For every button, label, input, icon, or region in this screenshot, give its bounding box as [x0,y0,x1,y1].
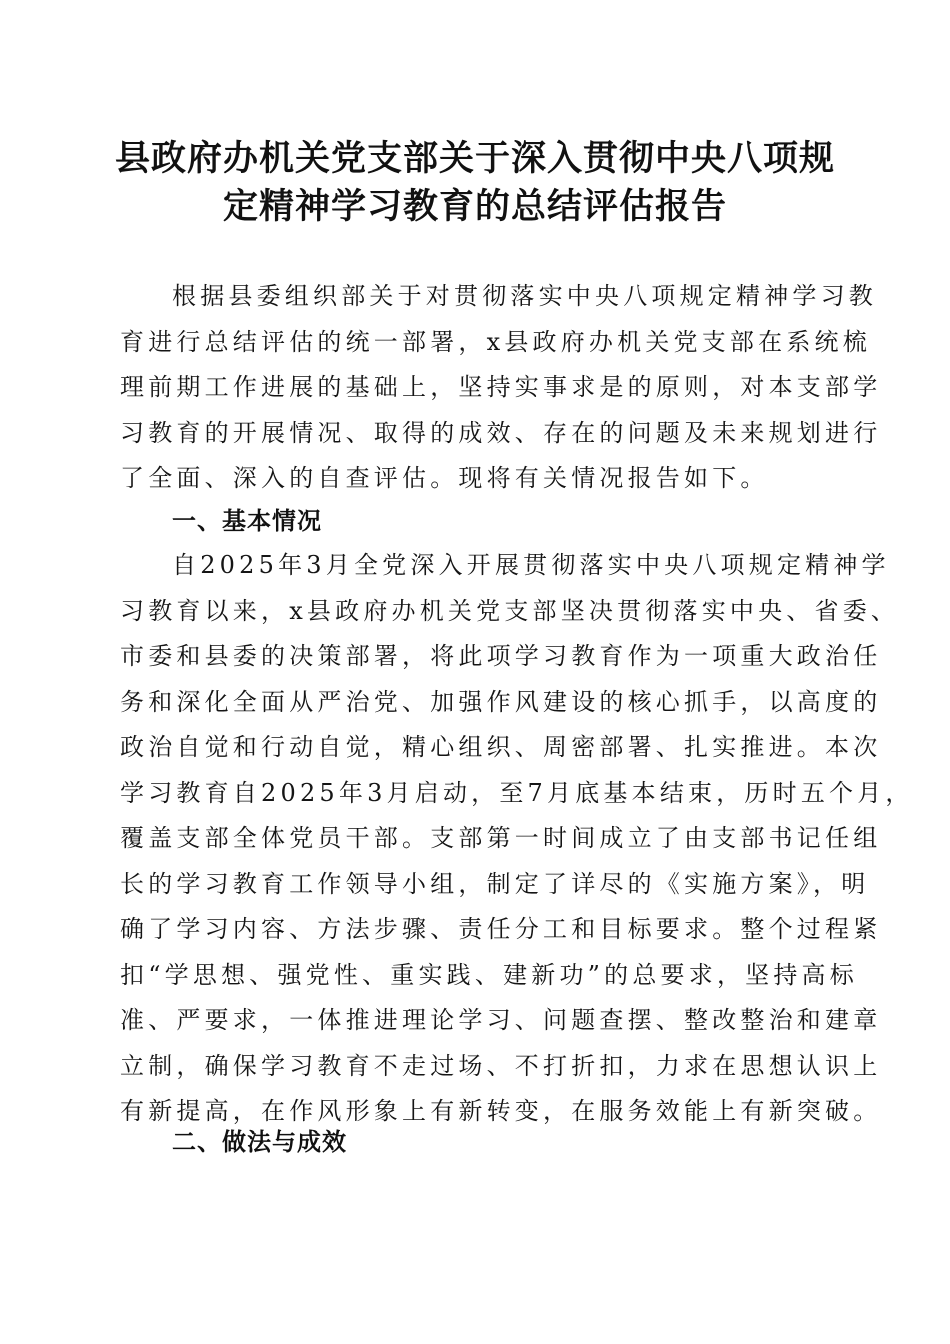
paragraph-line: 根据县委组织部关于对贯彻落实中央八项规定精神学习教 [172,282,877,310]
paragraph-line: 市委和县委的决策部署，将此项学习教育作为一项重大政治任 [120,642,882,670]
paragraph-line: 务和深化全面从严治党、加强作风建设的核心抓手，以高度的 [120,687,882,716]
paragraph-line: 自2025年3月全党深入开展贯彻落实中央八项规定精神学 [172,551,890,579]
section-heading-basic-situation: 一、基本情况 [172,507,322,535]
paragraph-line: 准、严要求，一体推进理论学习、问题查摆、整改整治和建章 [120,1006,882,1034]
document-title [110,135,840,231]
paragraph-line: 学习教育自2025年3月启动，至7月底基本结束，历时五个月， [120,778,914,807]
paragraph-line: 立制，确保学习教育不走过场、不打折扣，力求在思想认识上 [120,1051,882,1080]
paragraph-line: 习教育的开展情况、取得的成效、存在的问题及未来规划进行 [120,418,882,447]
intro-paragraph [120,274,882,502]
paragraph-line: 扣“学思想、强党性、重实践、建新功”的总要求，坚持高标 [120,960,858,989]
paragraph-line: 政治自觉和行动自觉，精心组织、周密部署、扎实推进。本次 [120,733,882,761]
paragraph-line: 覆盖支部全体党员干部。支部第一时间成立了由支部书记任组 [120,824,882,852]
paragraph-line: 确了学习内容、方法步骤、责任分工和目标要求。整个过程紧 [120,915,882,943]
title-line-2: 定精神学习教育的总结评估报告 [222,186,727,227]
paragraph-line: 有新提高，在作风形象上有新转变，在服务效能上有新突破。 [120,1097,882,1125]
title-line-1: 县政府办机关党支部关于深入贯彻中央八项规 [114,138,835,179]
paragraph-line: 理前期工作进展的基础上，坚持实事求是的原则，对本支部学 [120,373,882,401]
paragraph-line: 了全面、深入的自查评估。现将有关情况报告如下。 [120,464,769,492]
section-1-paragraph [120,543,914,1135]
paragraph-line: 长的学习教育工作领导小组，制定了详尽的《实施方案》，明 [120,869,870,898]
paragraph-line: 育进行总结评估的统一部署，x县政府办机关党支部在系统梳 [120,327,871,356]
section-heading-methods-results: 二、做法与成效 [172,1128,347,1156]
paragraph-line: 习教育以来，x县政府办机关党支部坚决贯彻落实中央、省委、 [120,596,900,625]
